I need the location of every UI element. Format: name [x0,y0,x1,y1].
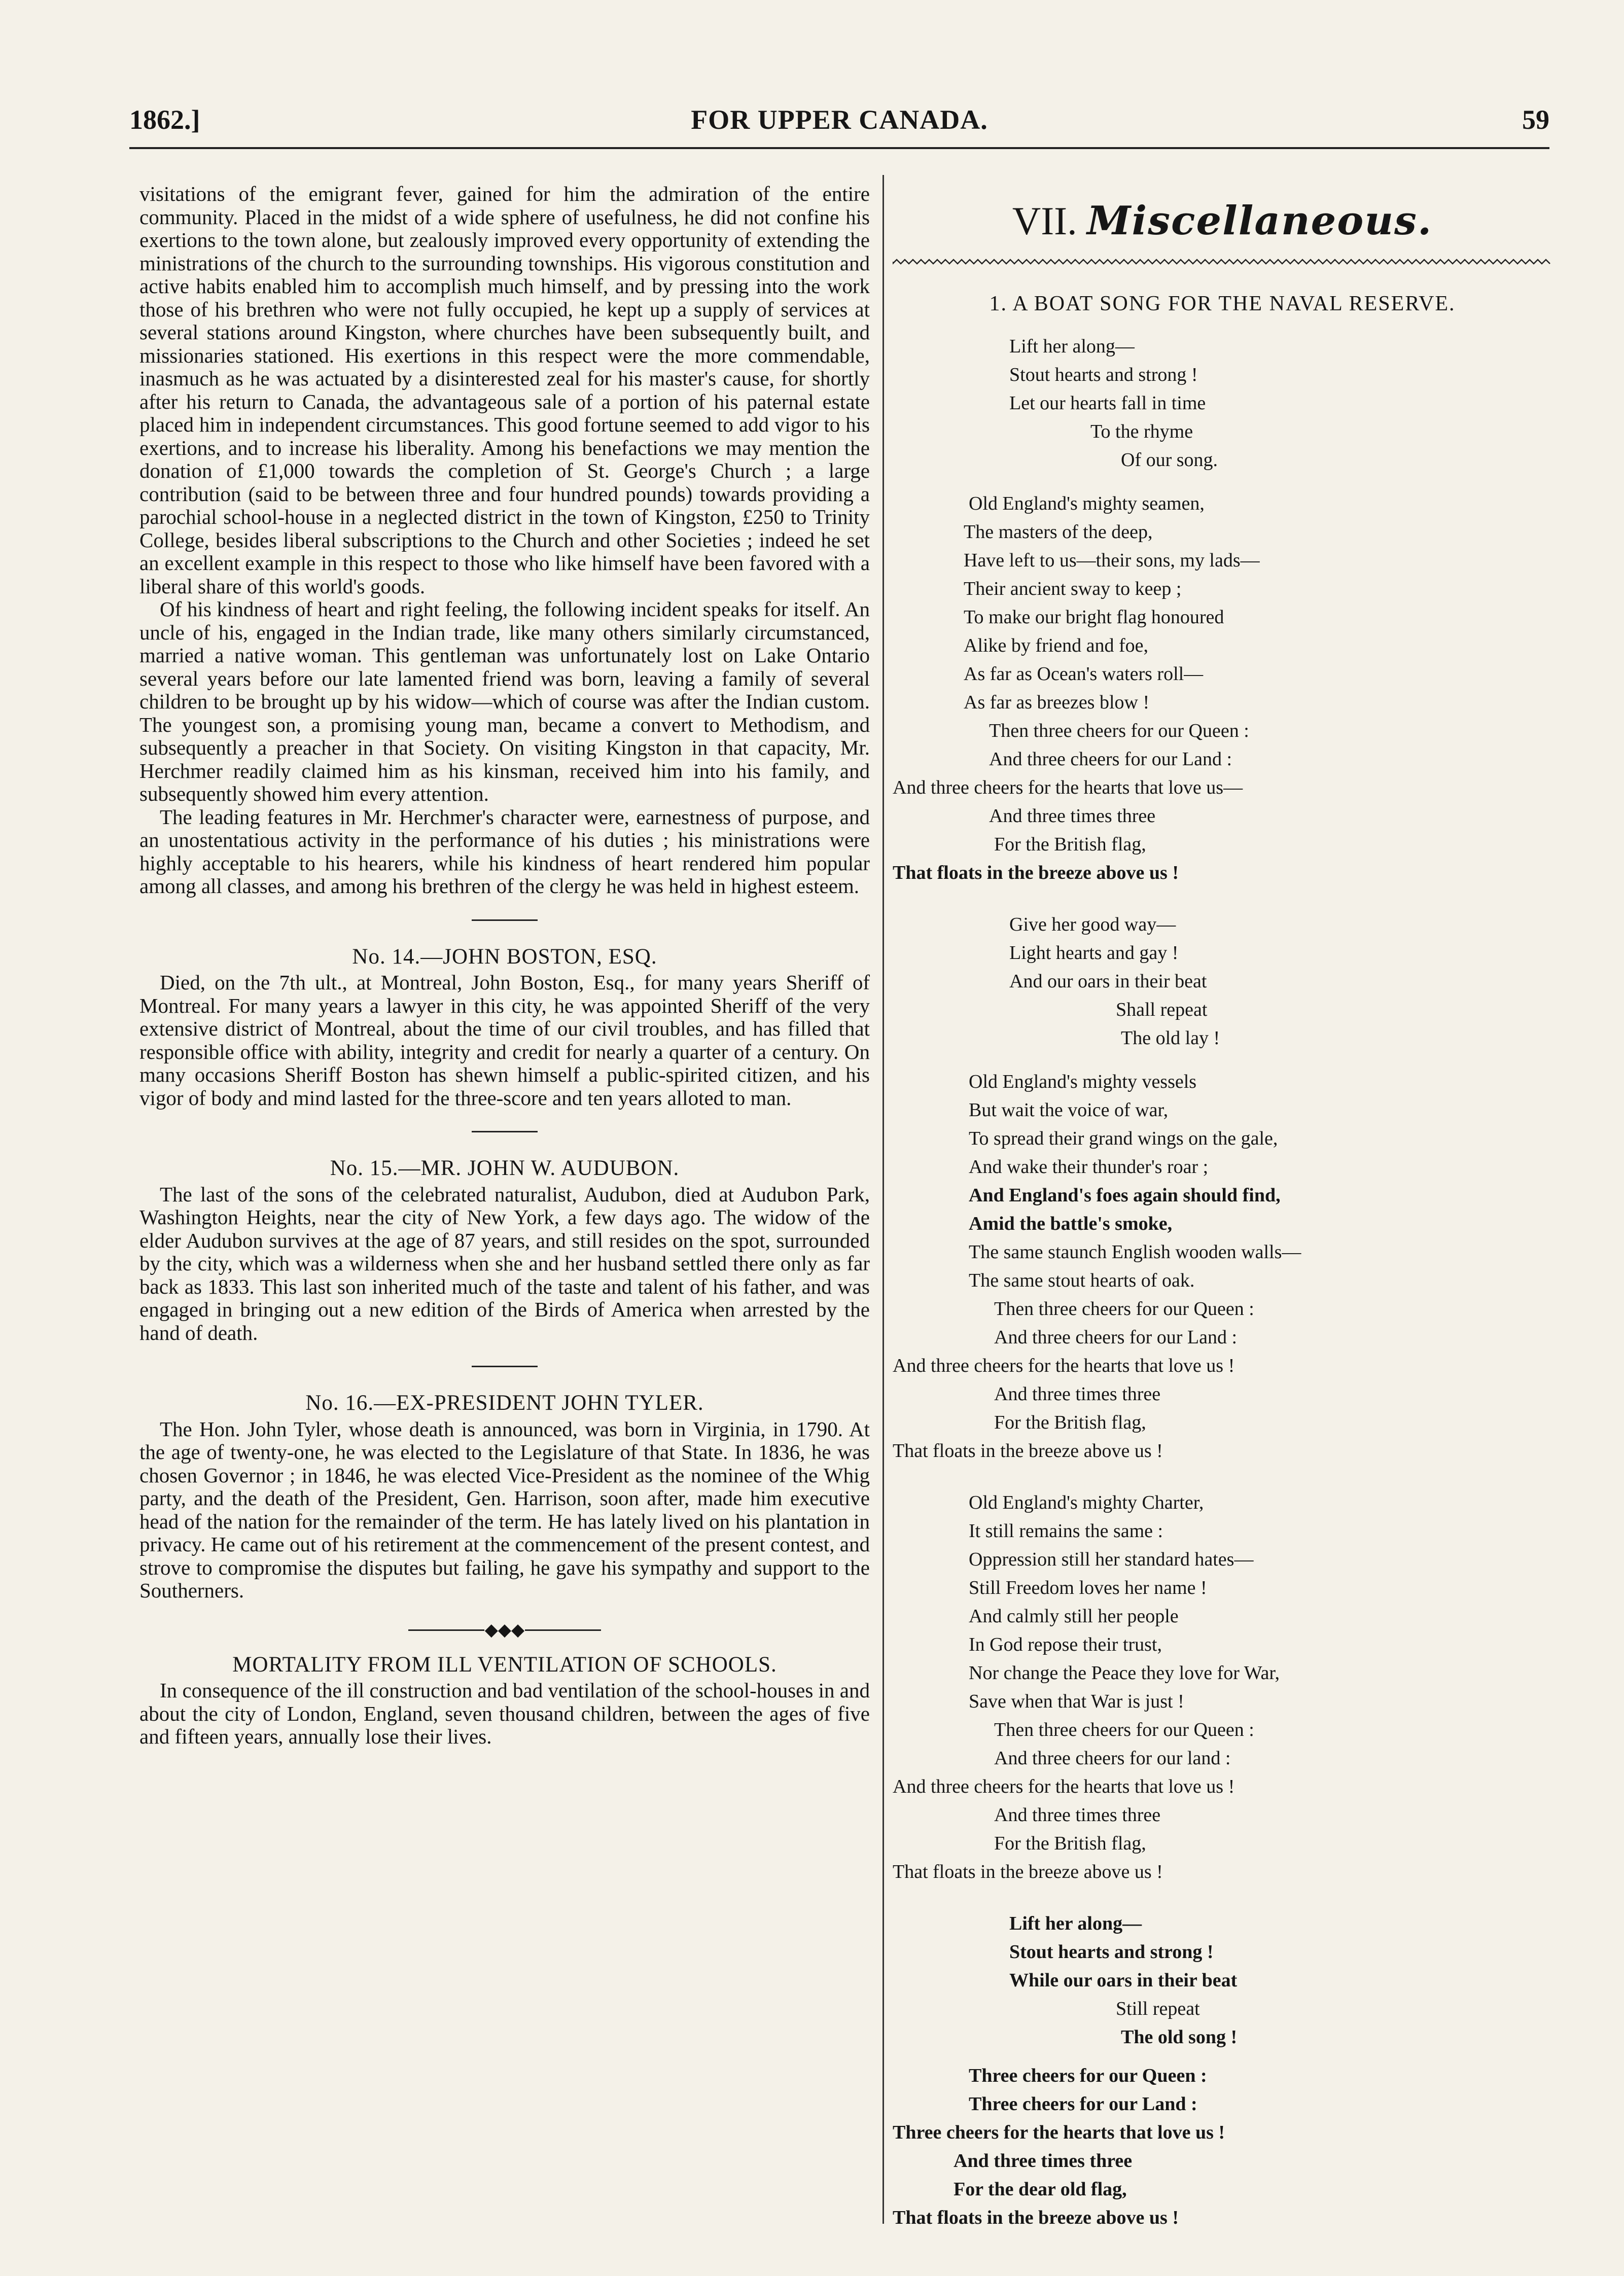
page-number: 59 [1522,104,1549,135]
mortality-heading: MORTALITY FROM ILL VENTILATION OF SCHOOLS. [232,1652,777,1677]
poem-line: And three cheers for the hearts that love us— [893,777,1243,798]
poem-line: Alike by friend and foe, [964,635,1149,656]
poem-line: The same staunch English wooden walls— [969,1241,1301,1263]
poem-line: Old England's mighty vessels [969,1071,1197,1092]
poem-line: Amid the battle's smoke, [969,1213,1173,1234]
poem-line: Then three cheers for our Queen : [989,720,1249,741]
poem-line: Old England's mighty Charter, [969,1492,1204,1513]
poem-line: And three cheers for our Land : [994,1327,1238,1348]
poem-line: Still repeat [1116,1998,1200,2019]
section-title [893,198,1552,243]
poem-line: Let our hearts fall in time [1009,393,1206,414]
mortality-text: In consequence of the ill construction and bad ventilation of the school-houses in and about the city of London, England, seven thousand children, between the ages of five and fifteen years, annually lose their lives. [139,1679,870,1748]
poem-line: Lift her along— [1009,336,1135,357]
poem-line: As far as Ocean's waters roll— [964,663,1204,685]
poem-line: And calmly still her people [969,1606,1179,1627]
poem-line: Still Freedom loves her name ! [969,1577,1207,1598]
poem-line: For the British flag, [994,1412,1146,1433]
poem-line: Old England's mighty seamen, [969,493,1205,514]
section-divider [472,1366,538,1367]
poem-line: Light hearts and gay ! [1009,942,1179,964]
intro-paragraph-3: The leading features in Mr. Herchmer's character were, earnestness of purpose, and an unostentatious activity in the performance of his duties ; his ministrations were highly acceptable to his hearers, while his kindness of heart rendered him popular among all classes, and among his brethren of the clergy he was held in highest esteem. [139,805,870,898]
poem-line: And three cheers for our Land : [989,749,1232,770]
obituary-heading-15: No. 15.—MR. JOHN W. AUDUBON. [330,1156,680,1180]
ornamental-divider: ◆◆◆ [408,1623,601,1638]
poem-line: And England's foes again should find, [969,1185,1281,1206]
poem-line: Three cheers for our Land : [969,2093,1197,2115]
obituary-text-16: The Hon. John Tyler, whose death is announced, was born in Virginia, in 1790. At the age of twenty-one, he was elected to the Legislature of that State. In 1836, he was chosen Governor ; in 1846, he was elected Vice-President as the nominee of the Whig party, and the death of the President, Gen. Harrison, soon after, made him executive head of the nation for the remainder of the term. He has lately lived on his plantation in privacy. He came out of his retirement at the commencement of the present contest, and strove to compromise the disputes but failing, he gave his sympathy and support to the Southerners. [139,1417,870,1602]
right-column [893,183,1552,2228]
wavy-rule [893,259,1552,265]
poem-line: And three times three [994,1804,1161,1826]
obituary-text-15: The last of the sons of the celebrated naturalist, Audubon, died at Audubon Park, Washington Heights, near the city of New York, a few days ago. The widow of the elder Audubon survives at the age of 87 years, and still resides on the spot, surrounded by the city, which was a wilderness when she and her husband settled there only as far back as 1833. This last son inherited much of the taste and talent of his father, and was engaged in bringing out a new edition of the Birds of America when arrested by the hand of death. [139,1182,870,1344]
poem-line: To the rhyme [1090,421,1193,442]
poem-line: And three cheers for the hearts that love us ! [893,1776,1235,1797]
poem-line: Have left to us—their sons, my lads— [964,550,1260,571]
poem-line: Stout hearts and strong ! [1009,1941,1214,1963]
poem-line: And three cheers for the hearts that love us ! [893,1355,1235,1376]
obituary-text-14: Died, on the 7th ult., at Montreal, John Boston, Esq., for many years Sheriff of Montreal. For many years a lawyer in this city, he was appointed Sheriff of the very extensive district of Montreal, about the time of our civil troubles, and has filled that responsible office with ability, integrity and credit for nearly a quarter of a century. On many occasions Sheriff Boston has shewn himself a public-spirited citizen, and his vigor of body and mind lasted for the three-score and ten years alloted to man. [139,971,870,1110]
header-title: FOR UPPER CANADA. [691,104,988,135]
poem-line: It still remains the same : [969,1520,1163,1542]
poem-line: The old lay ! [1121,1027,1220,1049]
header-rule [129,147,1549,149]
poem-line: The same stout hearts of oak. [969,1270,1195,1291]
poem-line: Give her good way— [1009,914,1176,935]
poem-line: And three times three [954,2150,1133,2172]
poem-line: Save when that War is just ! [969,1691,1184,1712]
poem-line: For the British flag, [994,1833,1146,1854]
header-year: 1862.] [129,104,200,135]
poem-line: And three cheers for our land : [994,1748,1231,1769]
poem-line: But wait the voice of war, [969,1099,1169,1121]
poem-line: That floats in the breeze above us ! [893,1440,1163,1462]
section-divider [472,1131,538,1132]
poem-line: In God repose their trust, [969,1634,1162,1655]
poem-title: 1. A BOAT SONG FOR THE NAVAL RESERVE. [989,292,1456,315]
poem-line: Three cheers for our Queen : [969,2065,1207,2086]
poem-line: And our oars in their beat [1009,971,1207,992]
poem-line: That floats in the breeze above us ! [893,1861,1163,1882]
poem-line: Then three cheers for our Queen : [994,1298,1254,1320]
poem-line: That floats in the breeze above us ! [893,2207,1179,2228]
poem-line: That floats in the breeze above us ! [893,862,1179,883]
poem-line: While our oars in their beat [1009,1970,1238,1991]
section-number: VII. [1012,199,1077,243]
poem-line: Of our song. [1121,449,1218,471]
poem-line: As far as breezes blow ! [964,692,1150,713]
poem-line: For the dear old flag, [954,2179,1127,2200]
column-divider [882,175,884,2224]
poem-line: And three times three [989,805,1156,827]
intro-paragraph-2: Of his kindness of heart and right feeling, the following incident speaks for itself. An uncle of his, engaged in the Indian trade, like many others similarly circumstanced, married a native woman. This gentleman was unfortunately lost on Lake Ontario several years before our late lamented friend was born, leaving a family of several children to be brought up by his widow—which of course was after the Indian custom. The youngest son, a promising young man, became a convert to Methodism, and subsequently a preacher in that Society. On visiting Kingston in that capacity, Mr. Herchmer readily claimed him as his kinsman, received him into his family, and subsequently showed him every attention. [139,597,870,805]
poem-line: And wake their thunder's roar ; [969,1156,1209,1178]
poem-line: Stout hearts and strong ! [1009,364,1198,385]
page-header [129,104,1549,139]
poem-line: Three cheers for the hearts that love us ! [893,2122,1225,2143]
poem-line: Their ancient sway to keep ; [964,578,1182,599]
poem-line: To make our bright flag honoured [964,607,1224,628]
section-divider [472,919,538,921]
obituary-heading-16: No. 16.—EX-PRESIDENT JOHN TYLER. [305,1391,704,1415]
poem-line: To spread their grand wings on the gale, [969,1128,1278,1149]
poem-line: The masters of the deep, [964,521,1153,543]
poem-line: And three times three [994,1383,1161,1405]
poem-line: Lift her along— [1009,1913,1142,1934]
poem-line: Oppression still her standard hates— [969,1549,1254,1570]
obituary-heading-14: No. 14.—JOHN BOSTON, ESQ. [352,944,657,969]
poem-line: For the British flag, [994,834,1146,855]
intro-paragraph-1: visitations of the emigrant fever, gained for him the admiration of the entire community. Placed in the midst of a wide sphere of usefulness, he did not confine his exertions to the town alone, but zealously improved every opportunity of extending the ministrations of the church to the surrounding townships. His vigorous constitution and active habits enabled him to accomplish much himself, and by pressing into the work those of his brethren who were not fully occupied, he kept up a supply of services at several stations around Kingston, where churches have been subsequently built, and missionaries stationed. His exertions in this respect were the more commendable, inasmuch as he was actuated by a disinterested zeal for his master's cause, for shortly after his return to Canada, the advantageous sale of a portion of his paternal estate placed him in independent circumstances. This good fortune seemed to add vigor to his exertions, and to increase his liberality. Among his benefactions we may mention the donation of £1,000 towards the completion of St. George's Church ; a large contribution (said to be between three and four hundred pounds) towards providing a parochial school-house in a neglected district in the town of Kingston, £250 to Trinity College, besides liberal subscriptions to the Church and other Societies ; indeed he set an excellent example in this respect to those who like himself have been favored with a liberal share of this world's goods. [139,182,870,598]
poem-line: Nor change the Peace they love for War, [969,1662,1280,1684]
poem-line: Then three cheers for our Queen : [994,1719,1254,1740]
left-column [139,183,870,1749]
poem-line: Shall repeat [1116,999,1208,1020]
section-name: Miscellaneous. [1087,198,1433,244]
poem-line: The old song ! [1121,2026,1238,2048]
